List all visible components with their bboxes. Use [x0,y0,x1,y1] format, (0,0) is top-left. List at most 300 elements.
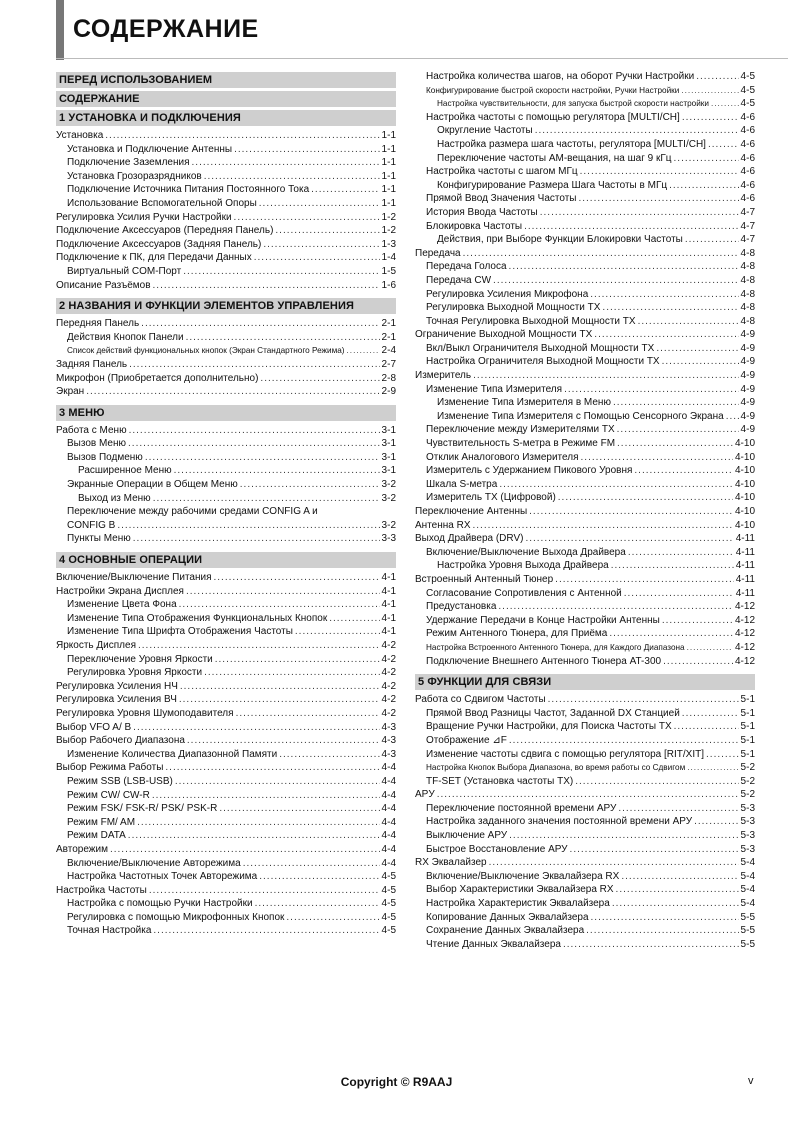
toc-entry[interactable] [56,344,396,358]
toc-entry[interactable] [56,680,396,694]
toc-entry[interactable] [415,856,755,870]
toc-entry[interactable] [56,748,396,762]
toc-page-number: 4-12 [734,628,755,640]
toc-leader-dots [682,111,739,125]
toc-page-number: 4-1 [381,572,396,584]
toc-entry-title: Регулировка Усиления НЧ [56,680,178,692]
toc-entry[interactable] [56,478,396,492]
toc-leader-dots [137,816,379,830]
toc-leader-dots [128,829,380,843]
toc-page-number: 2-7 [381,358,396,370]
toc-entry-title: Использование Вспомогательной Опоры [67,197,257,209]
toc-leader-dots [489,856,739,870]
toc-entry-title: Выключение АРУ [426,830,508,842]
toc-leader-dots [662,355,739,369]
toc-entry-title: Виртуальный COM-Порт [67,265,182,277]
toc-leader-dots [687,641,733,655]
toc-page-number: 4-9 [740,329,755,341]
toc-page-number: 4-4 [381,830,396,842]
toc-entry[interactable] [415,396,755,410]
toc-entry-title: Переключение Уровня Яркости [67,653,213,665]
toc-page-number: 4-6 [740,166,755,178]
toc-entry[interactable] [56,532,396,546]
toc-entry-title: Авторежим [56,843,108,855]
toc-column-right [415,70,755,951]
toc-leader-dots [179,693,380,707]
toc-entry[interactable] [56,775,396,789]
toc-page-number: 4-6 [740,125,755,137]
toc-entry[interactable] [56,492,396,506]
toc-page-number: 1-1 [381,157,396,169]
toc-entry[interactable] [415,165,755,179]
toc-page-number: 4-11 [735,573,755,585]
toc-entry[interactable] [415,451,755,465]
toc-entry[interactable] [56,734,396,748]
toc-entry[interactable] [56,224,396,238]
toc-entry-title: Подключение Аксессуаров (Задняя Панель) [56,238,262,250]
toc-section-heading: 3 МЕНЮ [56,405,396,421]
toc-page-number: 4-11 [735,546,755,558]
toc-page-number: 4-11 [735,560,755,572]
toc-section-heading: 2 НАЗВАНИЯ И ФУНКЦИИ ЭЛЕМЕНТОВ УПРАВЛЕНИЯ [56,298,396,314]
toc-entry[interactable] [415,641,755,655]
toc-section-heading: ПЕРЕД ИСПОЛЬЗОВАНИЕМ [56,72,396,88]
toc-entry-title: Вызов Подменю [67,451,143,463]
toc-entry[interactable] [415,532,755,546]
toc-entry-title: Прямой Ввод Значения Частоты [426,193,577,205]
toc-entry[interactable] [415,423,755,437]
toc-entry[interactable] [415,383,755,397]
toc-entry-title: Шкала S-метра [426,478,498,490]
toc-entry[interactable] [56,385,396,399]
toc-column-left [56,70,396,938]
toc-entry[interactable] [415,815,755,829]
toc-entry[interactable] [415,614,755,628]
toc-leader-dots [634,464,733,478]
toc-entry[interactable] [56,761,396,775]
toc-entry-title: Настройка Частоты [56,884,147,896]
toc-entry[interactable] [56,571,396,585]
toc-entry-title: Копирование Данных Эквалайзера [426,911,589,923]
toc-entry[interactable] [415,519,755,533]
toc-entry-title: Выбор VFO A/ B [56,721,132,733]
toc-entry[interactable] [56,721,396,735]
toc-entry[interactable] [415,720,755,734]
toc-spacer [56,546,396,550]
toc-leader-dots [617,423,739,437]
toc-entry[interactable] [415,546,755,560]
toc-entry-title: Настройка Ограничителя Выходной Мощности TX [426,356,660,368]
toc-page-number: 4-9 [740,370,755,382]
toc-entry[interactable] [415,924,755,938]
toc-entry[interactable] [415,84,755,98]
toc-entry-title: Выход Драйвера (DRV) [415,533,524,545]
toc-leader-dots [186,585,380,599]
toc-entry[interactable] [56,789,396,803]
toc-page-number: 4-3 [381,735,396,747]
toc-entry[interactable] [415,883,755,897]
toc-entry[interactable] [56,437,396,451]
toc-entry-title: Вращение Ручки Настройки, для Поиска Частоты TX [426,721,672,733]
toc-entry[interactable] [415,369,755,383]
toc-page-number: 4-8 [740,302,755,314]
toc-page-number: 4-6 [740,138,755,150]
toc-entry-title: Подключение Внешнего Антенного Тюнера AT-300 [426,655,662,667]
toc-page-number: 3-3 [381,533,396,545]
toc-entry[interactable] [56,911,396,925]
toc-entry[interactable] [56,897,396,911]
toc-leader-dots [694,815,738,829]
toc-leader-dots [214,571,380,585]
toc-entry[interactable] [415,247,755,261]
toc-page-number: 1-2 [381,225,396,237]
toc-leader-dots [555,573,734,587]
toc-entry[interactable] [56,653,396,667]
toc-entry[interactable] [56,170,396,184]
toc-entry[interactable] [415,938,755,952]
toc-entry-title: Настройка чувствительности, для запуска быстрой скорости настройки [437,99,709,109]
toc-leader-dots [145,451,380,465]
toc-page-number: 4-2 [381,640,396,651]
toc-section-heading: 5 ФУНКЦИИ ДЛЯ СВЯЗИ [415,674,755,690]
toc-page-number: 4-8 [740,261,755,273]
toc-entry[interactable] [56,156,396,170]
toc-entry-title: Отображение ⊿F [426,734,507,746]
toc-entry[interactable] [56,317,396,331]
toc-entry[interactable] [415,437,755,451]
toc-leader-dots [711,97,739,111]
toc-page-number: 5-4 [740,898,755,910]
toc-page-number: 1-2 [381,211,396,223]
page-title: СОДЕРЖАНИЕ [73,15,259,43]
toc-page-number: 5-1 [740,748,755,760]
toc-page-number: 4-8 [740,288,755,300]
toc-leader-dots [165,761,379,775]
toc-entry[interactable] [56,424,396,438]
toc-leader-dots [656,342,738,356]
toc-page-number: 5-4 [740,857,755,869]
toc-leader-dots [669,179,738,193]
toc-entry[interactable] [415,843,755,857]
toc-entry[interactable] [56,802,396,816]
toc-leader-dots [347,344,380,358]
toc-entry[interactable] [56,639,396,653]
toc-leader-dots [681,84,738,98]
toc-page-number: 5-1 [740,694,755,706]
toc-entry[interactable] [415,260,755,274]
toc-page-number: 4-7 [740,220,755,232]
toc-entry[interactable] [415,328,755,342]
toc-entry[interactable] [415,748,755,762]
toc-entry-title: Конфигурирование быстрой скорости настройки, Ручки Настройки [426,85,680,95]
toc-entry[interactable] [56,372,396,386]
toc-leader-dots [706,748,739,762]
toc-leader-dots [499,478,733,492]
toc-entry[interactable] [56,612,396,626]
toc-entry-title: Передача [415,247,461,259]
toc-page-number: 4-10 [734,519,755,531]
toc-entry-title: Встроенный Антенный Тюнер [415,573,554,585]
toc-entry-title: Включение/Выключение Эквалайзера RX [426,870,620,882]
toc-leader-dots [275,224,379,238]
toc-entry[interactable] [415,600,755,614]
toc-entry-title: Блокировка Частоты [426,220,523,232]
toc-entry[interactable] [415,138,755,152]
toc-leader-dots [179,598,380,612]
toc-entry-title: Подключение Источника Питания Постоянного Тока [67,184,310,196]
toc-leader-dots [663,655,733,669]
toc-page-number: 4-2 [381,653,396,665]
toc-leader-dots [616,883,739,897]
toc-entry[interactable] [56,211,396,225]
toc-entry[interactable] [56,707,396,721]
toc-leader-dots [279,748,379,762]
toc-leader-dots [638,315,739,329]
toc-leader-dots [149,884,380,898]
toc-entry[interactable] [415,829,755,843]
toc-leader-dots [463,247,739,261]
toc-entry[interactable] [415,97,755,111]
toc-entry[interactable] [415,707,755,721]
toc-page-number: 4-4 [381,857,396,869]
toc-page-number: 5-1 [740,721,755,733]
toc-entry[interactable] [415,627,755,641]
toc-page-number: 4-2 [381,667,396,679]
toc-entry[interactable] [56,183,396,197]
toc-entry-title: Отклик Аналогового Измерителя [426,451,579,463]
toc-entry[interactable] [415,559,755,573]
toc-leader-dots [153,492,380,506]
toc-entry-title: Включение/Выключение Авторежима [67,857,241,869]
toc-entry[interactable] [415,179,755,193]
toc-entry[interactable] [56,843,396,857]
toc-page-number: 4-10 [734,438,755,450]
toc-leader-dots [540,206,739,220]
toc-entry-title: Настройка Встроенного Антенного Тюнера, для Каждого Диапазона [426,642,685,652]
toc-entry-title: Настройки Экрана Дисплея [56,585,184,597]
toc-entry[interactable] [415,233,755,247]
toc-entry[interactable] [56,870,396,884]
toc-entry-title: Настройка Уровня Выхода Драйвера [437,560,609,572]
toc-page-number: 2-1 [381,318,396,330]
toc-leader-dots [590,288,738,302]
toc-entry-title: Изменение Типа Шрифта Отображения Частоты [67,626,293,638]
toc-leader-dots [524,220,738,234]
toc-entry-title: Настройка частоты с помощью регулятора [MULTI/CH] [426,111,680,123]
toc-entry[interactable] [415,152,755,166]
toc-entry-title: Микрофон (Приобретается дополнительно) [56,372,259,384]
toc-entry[interactable] [56,197,396,211]
toc-page-number: 4-2 [381,680,396,692]
toc-page-number: 1-1 [381,197,396,209]
toc-leader-dots [105,129,379,143]
toc-leader-dots [133,532,380,546]
toc-entry[interactable] [56,505,396,532]
toc-leader-dots [580,165,739,179]
toc-leader-dots [618,802,738,816]
toc-page-number: 4-3 [381,748,396,760]
toc-entry[interactable] [415,505,755,519]
toc-entry[interactable] [56,279,396,293]
toc-entry[interactable] [56,625,396,639]
toc-page-number: 4-10 [734,492,755,504]
toc-leader-dots [437,788,739,802]
toc-entry[interactable] [56,143,396,157]
toc-entry[interactable] [56,693,396,707]
toc-leader-dots [602,301,738,315]
toc-leader-dots [187,734,380,748]
toc-page-number: 4-11 [735,587,755,599]
toc-entry-title: Ограничение Выходной Мощности TX [415,329,593,341]
toc-entry-title: Конфигурирование Размера Шага Частоты в МГц [437,179,668,191]
toc-entry[interactable] [56,585,396,599]
toc-page-number: 3-2 [381,492,396,504]
toc-entry[interactable] [415,192,755,206]
toc-entry-title: Настройка частоты с шагом МГц [426,166,578,178]
toc-entry[interactable] [56,464,396,478]
toc-leader-dots [110,843,380,857]
toc-entry[interactable] [415,70,755,84]
toc-entry[interactable] [56,251,396,265]
toc-leader-dots [529,505,733,519]
toc-entry-title: Регулировка Уровня Шумоподавителя [56,707,234,719]
toc-leader-dots [612,897,739,911]
toc-page-number: 4-5 [381,884,396,896]
toc-page-number: 4-4 [381,789,396,801]
toc-page-number: 5-2 [740,762,755,774]
toc-entry[interactable] [415,693,755,707]
toc-entry[interactable] [56,451,396,465]
toc-entry-title: TF-SET (Установка частоты TX) [426,775,574,787]
toc-entry[interactable] [415,802,755,816]
toc-page-number: 4-1 [381,585,396,597]
toc-entry[interactable] [415,220,755,234]
toc-entry[interactable] [415,870,755,884]
toc-page-number: 3-2 [381,479,396,491]
toc-leader-dots [682,707,739,721]
toc-entry[interactable] [56,265,396,279]
toc-leader-dots [215,653,380,667]
toc-entry-title: Настройка Частотных Точек Авторежима [67,871,258,883]
toc-entry-title: Включение/Выключение Питания [56,572,212,584]
toc-entry[interactable] [56,924,396,938]
toc-entry[interactable] [415,478,755,492]
toc-page-number: 4-9 [740,342,755,354]
toc-leader-dots [259,870,379,884]
toc-entry[interactable] [56,816,396,830]
toc-entry[interactable] [56,331,396,345]
toc-entry-title: Переключение частоты AM-вещания, на шаг 9 кГц [437,152,672,164]
toc-page-number: 5-3 [740,816,755,828]
toc-entry[interactable] [415,124,755,138]
toc-entry-title: Настройка Кнопок Выбора Диапазона, во время работы со Сдвигом [426,763,686,773]
toc-leader-dots [498,600,733,614]
toc-entry[interactable] [415,587,755,601]
toc-leader-dots [295,625,380,639]
toc-entry-title: Изменение Типа Отображения Функциональных Кнопок [67,612,328,624]
toc-entry[interactable] [56,829,396,843]
toc-page-number: 5-1 [740,734,755,746]
toc-entry[interactable] [415,274,755,288]
toc-entry-title: Регулировка с помощью Микрофонных Кнопок [67,911,285,923]
toc-entry-title: Режим CW/ CW-R [67,789,150,801]
toc-entry[interactable] [56,857,396,871]
toc-page-number: 4-6 [740,152,755,164]
toc-entry-title: Установка [56,130,104,141]
toc-entry[interactable] [415,897,755,911]
toc-page-number: 4-1 [381,599,396,611]
toc-entry-title: Описание Разъёмов [56,279,151,291]
toc-entry[interactable] [56,129,396,143]
toc-entry[interactable] [56,666,396,680]
toc-entry[interactable] [415,464,755,478]
toc-leader-dots [548,693,739,707]
toc-page-number: 4-6 [740,179,755,191]
toc-entry-title: Переключение Антенны [415,506,528,517]
toc-entry[interactable] [415,491,755,505]
toc-page-number: 1-1 [381,130,396,141]
toc-entry[interactable] [415,111,755,125]
toc-leader-dots [685,233,739,247]
toc-entry-title: CONFIG B [67,519,116,531]
toc-entry[interactable] [415,410,755,424]
toc-entry[interactable] [415,288,755,302]
toc-entry[interactable] [56,884,396,898]
toc-entry[interactable] [415,206,755,220]
toc-page-number: 4-9 [740,383,755,395]
toc-page-number: 4-4 [381,843,396,855]
toc-entry[interactable] [415,911,755,925]
toc-leader-dots [129,424,380,438]
toc-entry[interactable] [56,598,396,612]
toc-page-number: 3-1 [381,451,396,463]
toc-entry-title: Быстрое Восстановление АРУ [426,843,568,855]
toc-entry[interactable] [415,342,755,356]
toc-leader-dots [687,761,738,775]
toc-entry[interactable] [415,734,755,748]
toc-entry[interactable] [56,238,396,252]
toc-page-number: 4-1 [381,612,396,624]
toc-leader-dots [240,478,380,492]
toc-entry-title: Измеритель [415,370,472,382]
toc-entry-title: Действия, при Выборе Функции Блокировки Частоты [437,234,683,246]
toc-entry[interactable] [415,788,755,802]
toc-entry[interactable] [415,655,755,669]
toc-page-number: 5-3 [740,830,755,842]
toc-entry[interactable] [56,358,396,372]
toc-leader-dots [575,775,738,789]
toc-entry[interactable] [415,301,755,315]
toc-entry-title: Настройка с помощью Ручки Настройки [67,898,253,910]
toc-entry[interactable] [415,775,755,789]
toc-leader-dots [674,720,739,734]
toc-entry-title: APУ [415,789,435,801]
toc-leader-dots [153,279,380,293]
toc-entry-title: Экранные Операции в Общем Меню [67,479,238,491]
toc-page-number: 5-5 [740,925,755,937]
toc-entry-title: RX Эквалайзер [415,857,487,869]
toc-entry[interactable] [415,761,755,775]
toc-entry[interactable] [415,315,755,329]
toc-leader-dots [509,829,738,843]
toc-entry-title: Точная Настройка [67,925,152,937]
toc-page-number: 2-8 [381,372,396,384]
toc-leader-dots [219,802,379,816]
toc-page-number: 4-9 [740,397,755,409]
toc-leader-dots [204,170,380,184]
toc-entry[interactable] [415,573,755,587]
toc-entry[interactable] [415,355,755,369]
